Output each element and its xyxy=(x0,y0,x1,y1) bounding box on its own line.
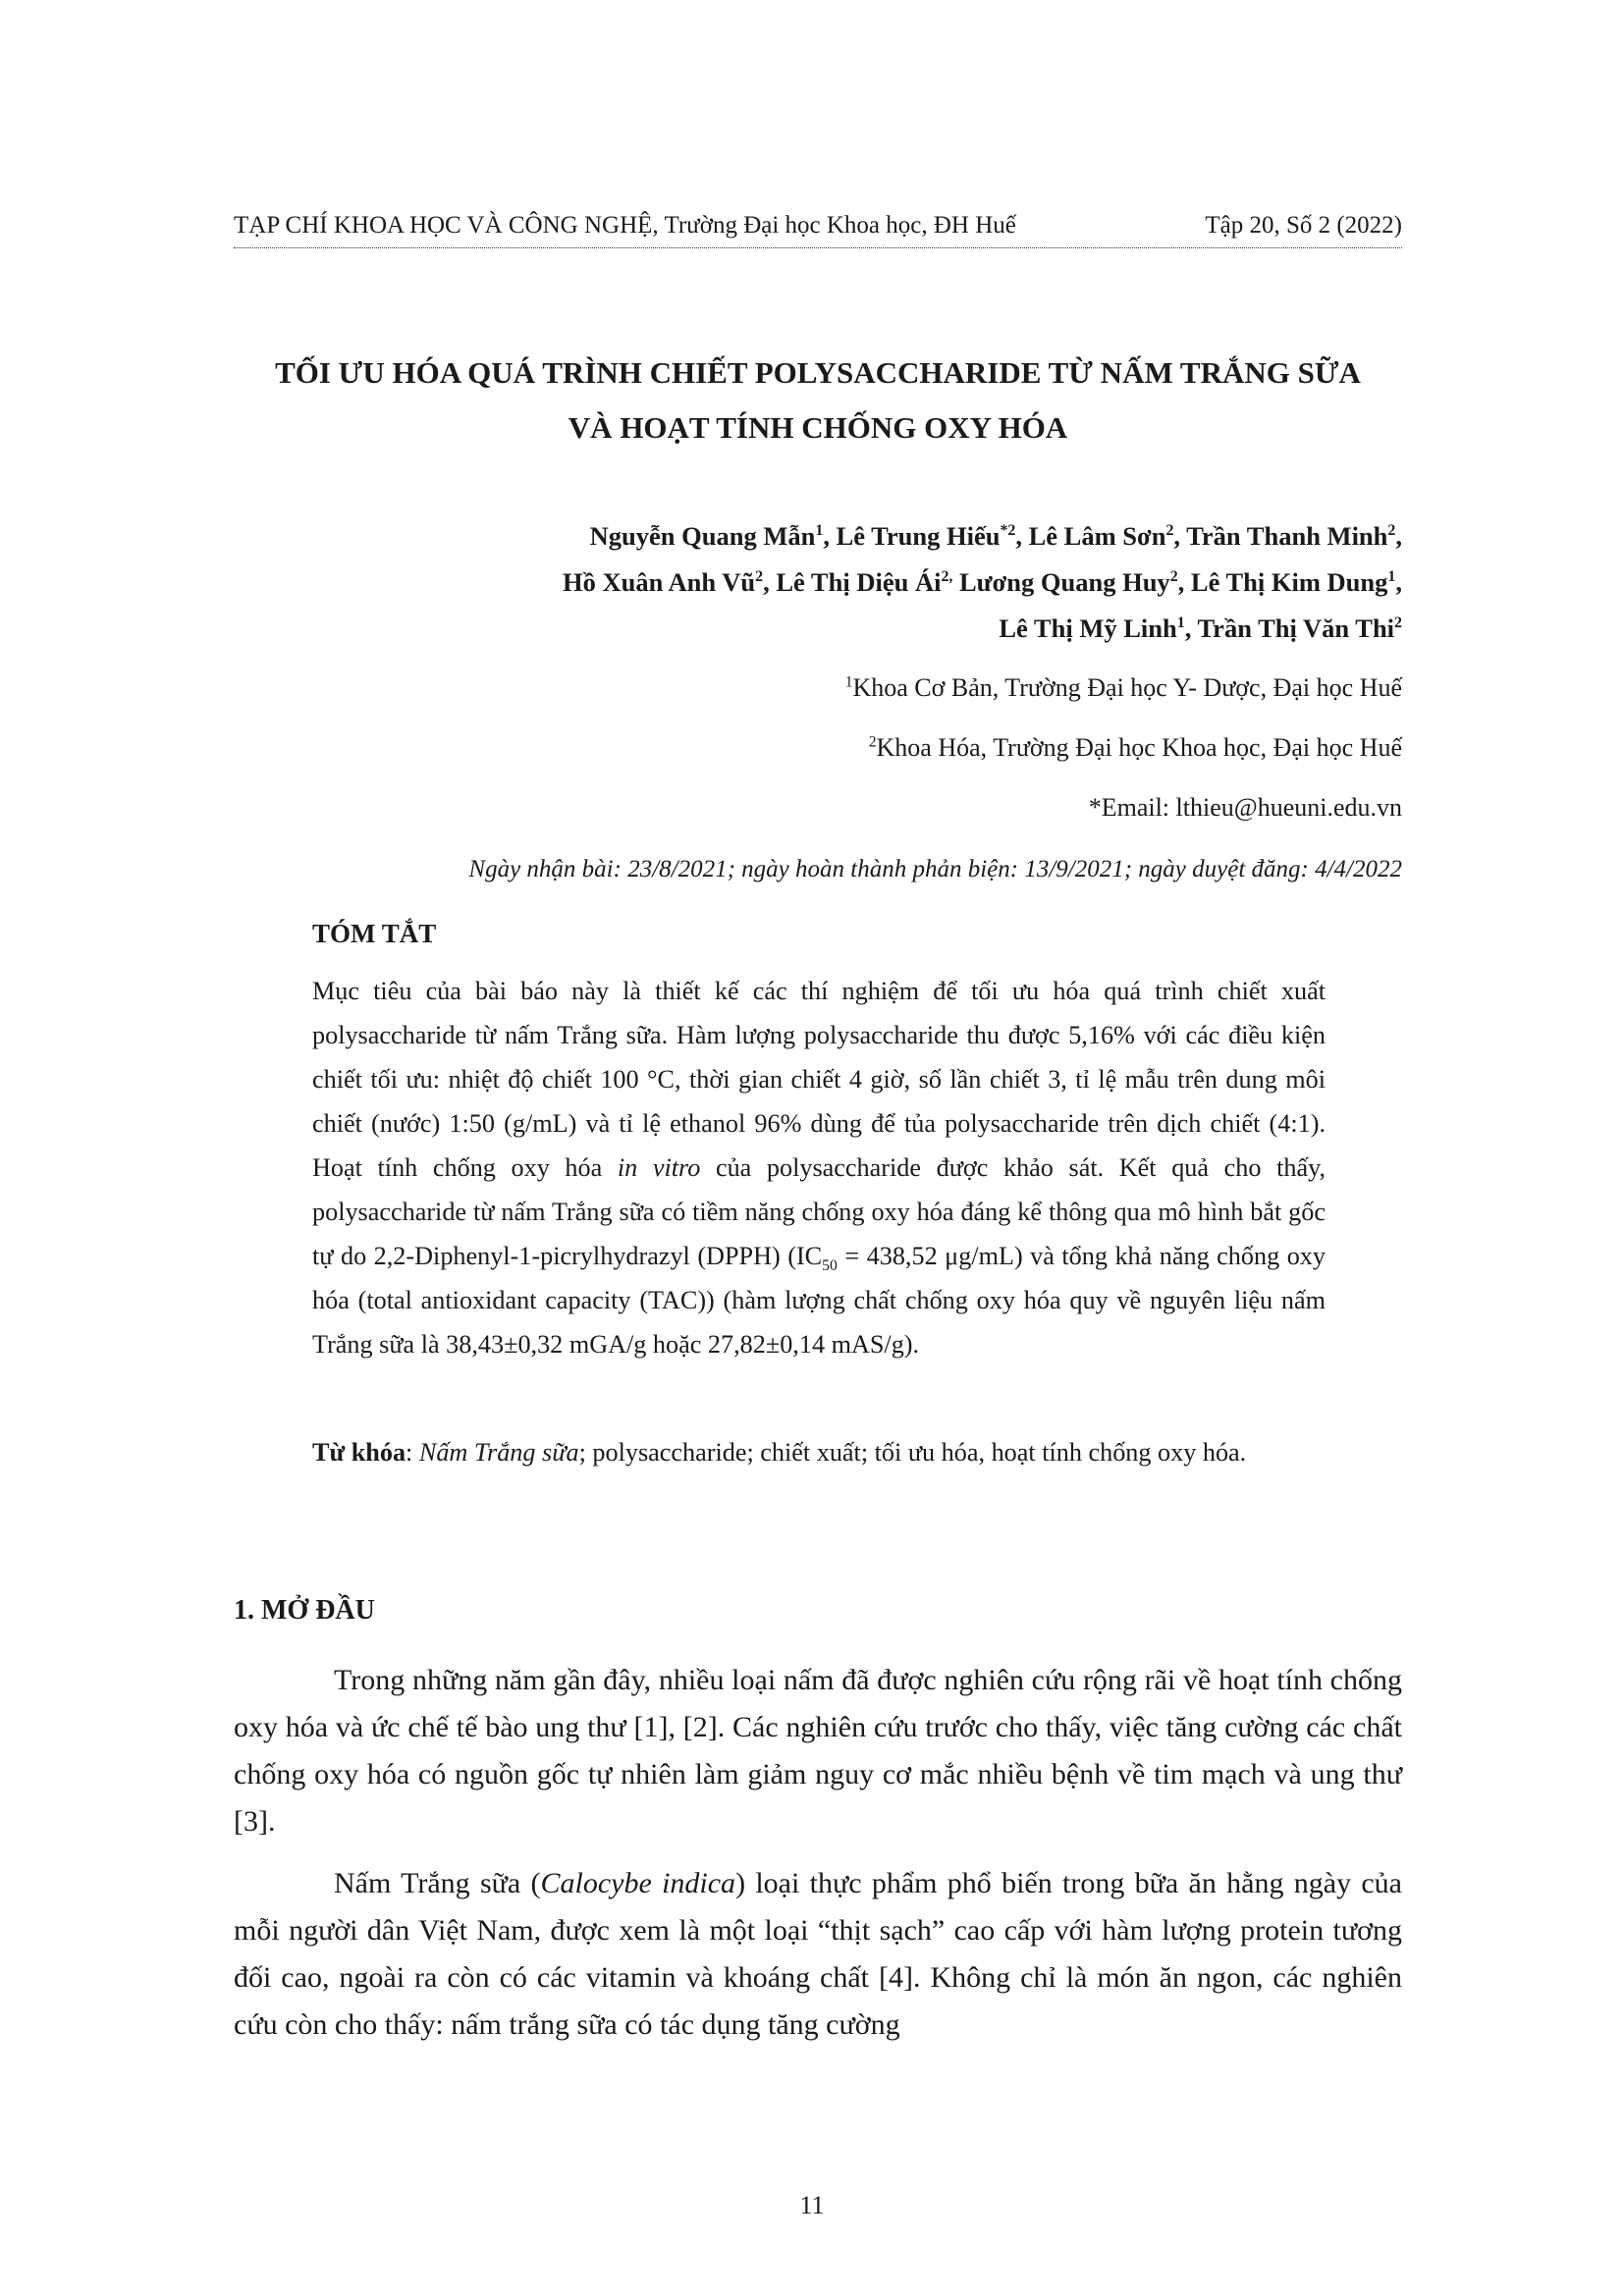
author-list xyxy=(322,513,1402,652)
affiliation-text: Khoa Cơ Bản, Trường Đại học Y- Dược, Đại học Huế xyxy=(852,673,1402,702)
affiliation-2 xyxy=(518,733,1402,763)
author-affil-mark: 1 xyxy=(815,522,824,540)
author-line-3 xyxy=(322,606,1402,652)
running-header xyxy=(234,208,1402,248)
title-line-2: VÀ HOẠT TÍNH CHỐNG OXY HÓA xyxy=(568,410,1068,445)
author-affil-mark: 1 xyxy=(1387,568,1396,586)
abstract-heading: TÓM TẮT xyxy=(312,919,437,948)
author-separator: , xyxy=(1173,521,1187,551)
author-affil-mark: 2, xyxy=(941,568,953,586)
paragraph-text: ) loại thực phẩm phổ biến trong bữa ăn hằng ngày của mỗi người dân Việt Nam, được xem là một loại “thịt sạch” cao cấp với hàm lượng protein tương đối cao, ngoài ra còn có các vitamin và khoáng chất [4]. Không chỉ là món ăn ngon, các nghiên cứu còn cho thấy: nấm trắng sữa có tác dụng tăng cường xyxy=(234,1867,1402,2041)
abstract-text: của polysaccharide được khảo sát. Kết quả cho thấy, polysaccharide từ nấm Trắng sữa có tiềm năng chống oxy hóa đáng kể thông qua mô hình bắt gốc tự do 2,2-Diphenyl-1-picrylhydrazyl (DPPH) (IC xyxy=(312,1153,1326,1270)
author-separator: , xyxy=(1177,567,1191,597)
affiliation-mark: 1 xyxy=(844,673,853,691)
author-name: Lương Quang Huy xyxy=(959,567,1170,597)
affiliation-1 xyxy=(518,673,1402,703)
intro-paragraph-2 xyxy=(234,1860,1402,2049)
author-line-1 xyxy=(322,513,1402,560)
submission-dates: Ngày nhận bài: 23/8/2021; ngày hoàn thành phản biện: 13/9/2021; ngày duyệt đăng: 4/4/2022 xyxy=(468,856,1402,882)
affiliation-mark: 2 xyxy=(868,733,877,751)
author-name: Hồ Xuân Anh Vũ xyxy=(562,567,756,597)
abstract-body xyxy=(312,969,1326,1366)
affiliation-text: Khoa Hóa, Trường Đại học Khoa học, Đại học Huế xyxy=(876,733,1402,762)
author-name: Lê Thị Diệu Ái xyxy=(776,567,942,597)
keywords-label: Từ khóa xyxy=(312,1438,406,1467)
species-name: Calocybe indica xyxy=(540,1867,736,1899)
author-affil-mark: 2 xyxy=(755,568,764,586)
abstract-text: Mục tiêu của bài báo này là thiết kế các thí nghiệm để tối ưu hóa quá trình chiết xuất polysaccharide từ nấm Trắng sữa. Hàm lượng polysaccharide thu được 5,16% với các điều kiện chiết tối ưu: nhiệt độ chiết 100 °C, thời gian chiết 4 giờ, số lần chiết 3, tỉ lệ mẫu trên dung môi chiết (nước) 1:50 (g/mL) và tỉ lệ ethanol 96% dùng để tủa polysaccharide trên dịch chiết (4:1). Hoạt tính chống oxy hóa xyxy=(312,977,1326,1182)
abstract-text: = 438,52 μg/mL) và tổng khả năng chống oxy hóa (total antioxidant capacity (TAC)) (hàm lượng chất chống oxy hóa quy về nguyên liệu nấm Trắng sữa là 38,43±0,32 mGA/g hoặc 27,82±0,14 mAS/g). xyxy=(312,1242,1326,1359)
author-affil-mark: 2 xyxy=(1169,568,1178,586)
section-heading: 1. MỞ ĐẦU xyxy=(234,1595,375,1626)
author-separator: , xyxy=(1395,521,1402,551)
paper-title xyxy=(234,346,1402,455)
author-separator: , xyxy=(1015,521,1029,551)
keywords-colon: : xyxy=(406,1438,419,1467)
corresponding-email: *Email: lthieu@hueuni.edu.vn xyxy=(1088,793,1402,822)
author-separator: , xyxy=(823,521,837,551)
author-line-2 xyxy=(322,560,1402,606)
volume-issue: Tập 20, Số 2 (2022) xyxy=(1205,212,1402,239)
author-affil-mark: 2 xyxy=(1387,522,1396,540)
keywords xyxy=(312,1430,1326,1474)
author-name: Lê Lâm Sơn xyxy=(1028,521,1166,551)
journal-name: TẠP CHÍ KHOA HỌC VÀ CÔNG NGHỆ, Trường Đại học Khoa học, ĐH Huế xyxy=(234,212,1016,239)
author-name: Lê Thị Kim Dung xyxy=(1190,567,1388,597)
author-name: Lê Thị Mỹ Linh xyxy=(999,614,1177,643)
author-separator xyxy=(952,567,959,597)
author-separator: , xyxy=(1184,614,1198,643)
title-line-1: TỐI ƯU HÓA QUÁ TRÌNH CHIẾT POLYSACCHARIDE TỪ NẤM TRẮNG SỮA xyxy=(275,355,1361,390)
author-name: Trần Thanh Minh xyxy=(1186,521,1388,551)
ic50-subscript: 50 xyxy=(822,1257,838,1275)
keywords-list: ; polysaccharide; chiết xuất; tối ưu hóa, hoạt tính chống oxy hóa. xyxy=(578,1438,1247,1467)
author-affil-mark: 2 xyxy=(1165,522,1174,540)
author-name: Nguyễn Quang Mẫn xyxy=(589,521,816,551)
author-affil-mark: *2 xyxy=(1000,522,1016,540)
author-name: Lê Trung Hiếu xyxy=(836,521,1001,551)
intro-paragraph-1: Trong những năm gần đây, nhiều loại nấm đã được nghiên cứu rộng rãi về hoạt tính chống oxy hóa và ức chế tế bào ung thư [1], [2]. Các nghiên cứu trước cho thấy, việc tăng cường các chất chống oxy hóa có nguồn gốc tự nhiên làm giảm nguy cơ mắc nhiều bệnh về tim mạch và ung thư [3]. xyxy=(234,1664,1402,1838)
paragraph-text: Nấm Trắng sữa ( xyxy=(334,1867,541,1899)
author-separator: , xyxy=(1395,567,1402,597)
author-name: Trần Thị Văn Thi xyxy=(1197,614,1395,643)
author-separator: , xyxy=(763,567,777,597)
keyword-italic: Nấm Trắng sữa xyxy=(418,1438,579,1467)
page-number: 11 xyxy=(799,2191,825,2219)
abstract-italic-term: in vitro xyxy=(617,1153,701,1182)
author-affil-mark: 2 xyxy=(1394,614,1402,632)
author-affil-mark: 1 xyxy=(1176,614,1185,632)
